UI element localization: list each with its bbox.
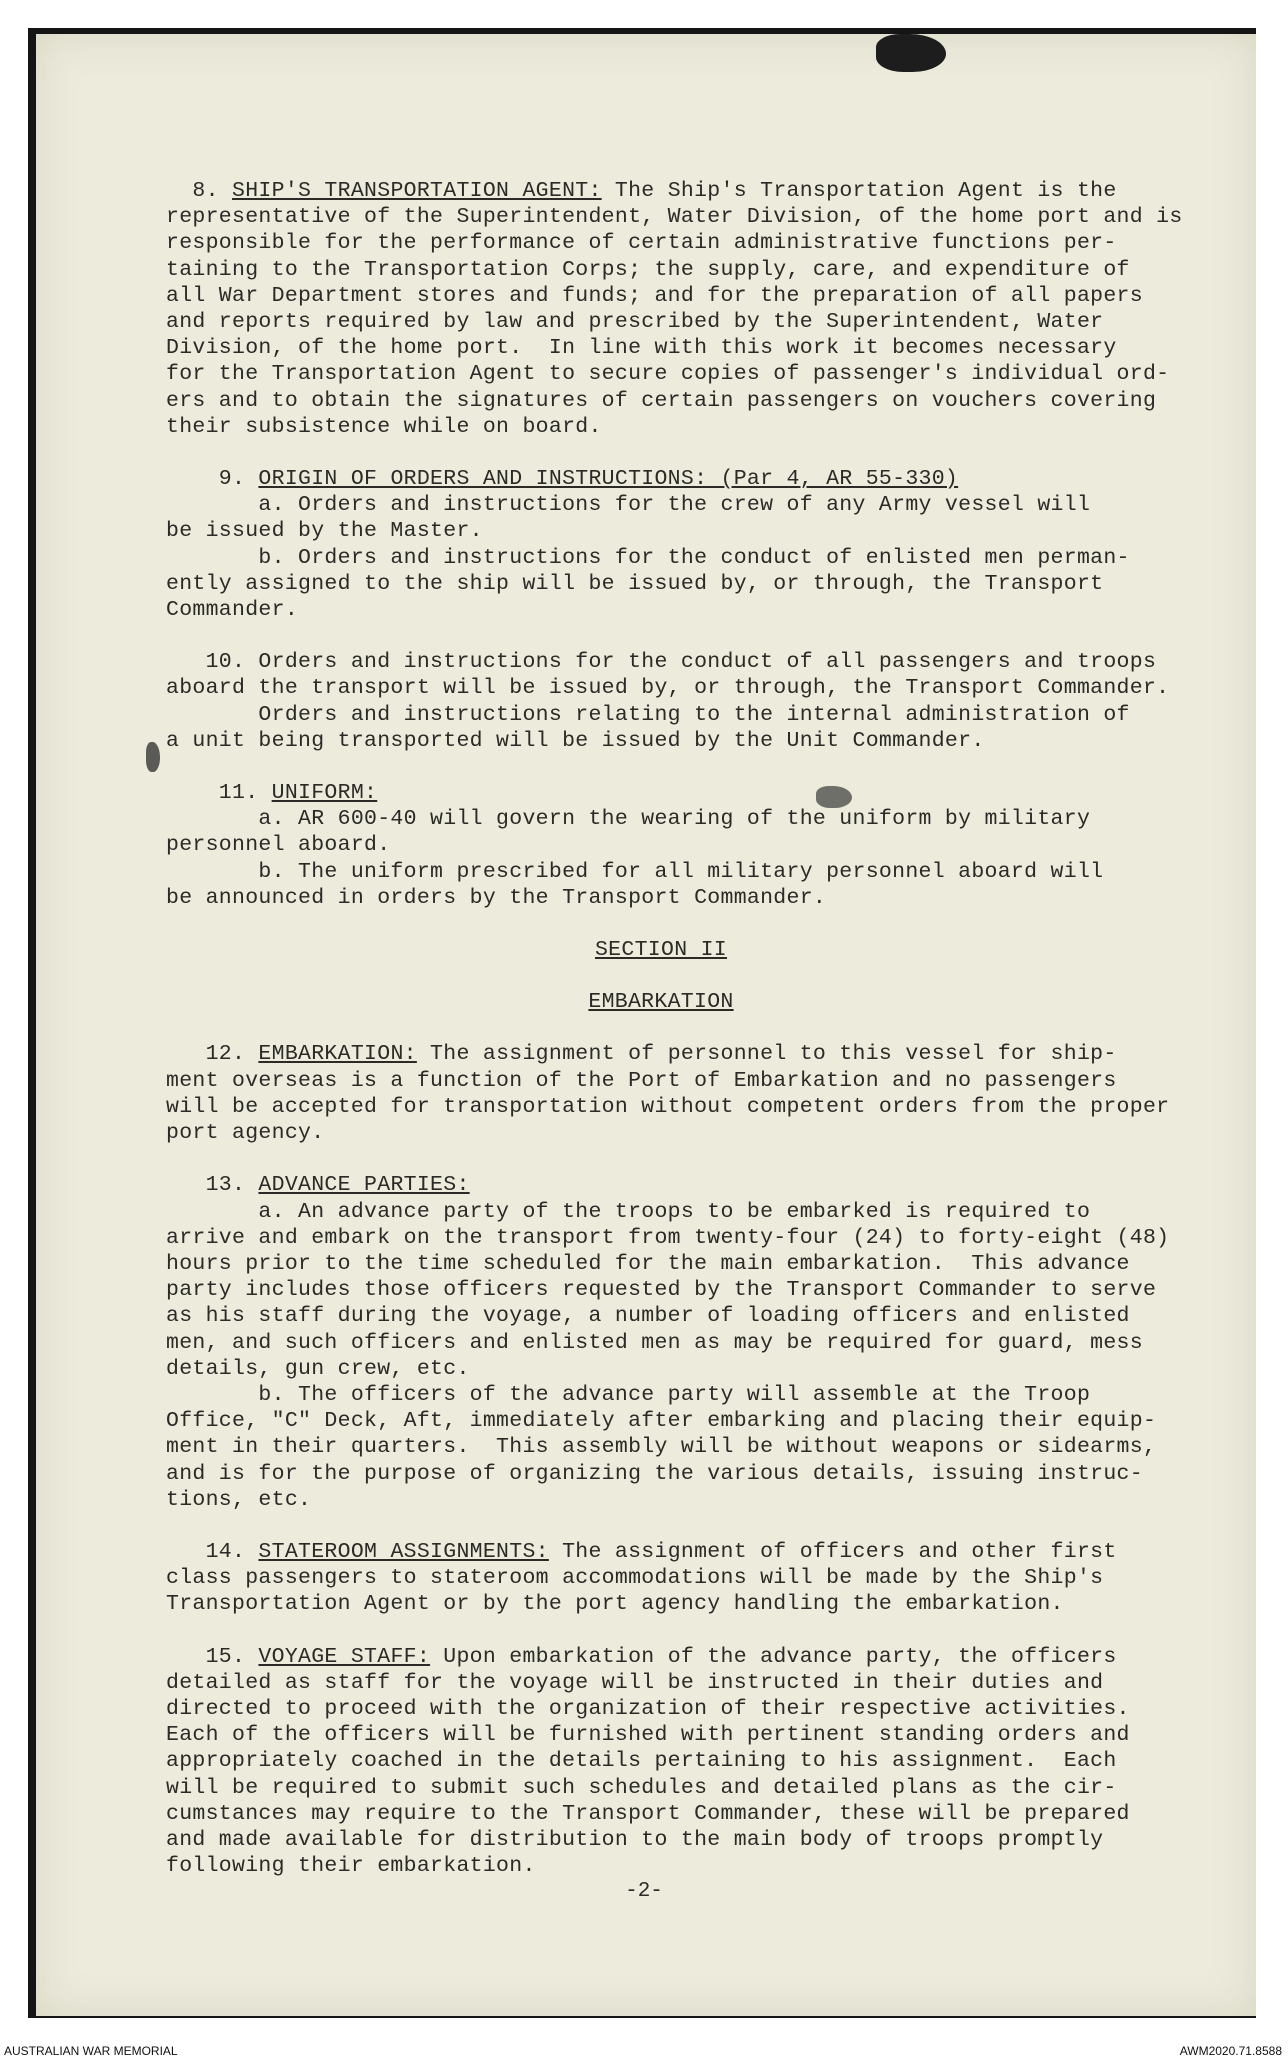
paragraph-first-line (166, 1644, 1156, 1670)
section-title: SECTION II (594, 938, 728, 963)
paragraph-text: 13. (166, 1173, 259, 1198)
paragraph-heading: ORIGIN OF ORDERS AND INSTRUCTIONS: (Par 4, AR 55-330) (258, 467, 959, 492)
paragraph-first-line (166, 466, 1156, 492)
paragraph-line: Transportation Agent or by the port agency handling the embarkation. (166, 1592, 1064, 1617)
paragraph-line: ment overseas is a function of the Port of Embarkation and no passengers (166, 1068, 1117, 1093)
paragraph-line: cumstances may require to the Transport Commander, these will be prepared (166, 1801, 1130, 1826)
document-body (166, 178, 1183, 1905)
page-number: -2- (625, 1880, 663, 1903)
footer-reference: AWM2020.71.8588 (1179, 2044, 1282, 2058)
paragraph-text: 14. (166, 1539, 259, 1564)
paragraph-heading: SHIP'S TRANSPORTATION AGENT: (232, 179, 602, 203)
paragraph-line: Commander. (166, 598, 299, 623)
paragraph-line: for the Transportation Agent to secure copies of passenger's individual ord- (166, 362, 1170, 387)
paragraph-line: hours prior to the time scheduled for the main embarkation. This advance (166, 1251, 1130, 1276)
paragraph-line: will be accepted for transportation without competent orders from the proper (166, 1094, 1170, 1119)
paragraph-heading: STATEROOM ASSIGNMENTS: (258, 1539, 549, 1564)
paragraph-line: be announced in orders by the Transport Commander. (166, 885, 827, 910)
paragraph-line: b. The uniform prescribed for all military personnel aboard will (166, 859, 1104, 884)
paragraph-line: will be required to submit such schedules and detailed plans as the cir- (166, 1775, 1117, 1800)
paragraph-line: Orders and instructions relating to the internal administration of (166, 702, 1130, 727)
paragraph-first-line (166, 649, 1156, 675)
paragraph-line: directed to proceed with the organization of their respective activities. (166, 1696, 1130, 1721)
paragraph-line: party includes those officers requested by the Transport Commander to serve (166, 1278, 1157, 1303)
paragraph-line: as his staff during the voyage, a number of loading officers and enlisted (166, 1304, 1130, 1329)
paragraph-text: Upon embarkation of the advance party, the officers (430, 1644, 1117, 1669)
paragraph-line: be issued by the Master. (166, 519, 483, 544)
paragraph-line: appropriately coached in the details pertaining to his assignment. Each (166, 1749, 1117, 1774)
paragraph-line: their subsistence while on board. (166, 414, 602, 439)
paragraph-line: following their embarkation. (166, 1854, 536, 1879)
paragraph-first-line (166, 1041, 1156, 1067)
paragraph-text: 11. (166, 781, 272, 806)
ink-stain (876, 34, 946, 72)
paragraph-line: men, and such officers and enlisted men as may be required for guard, mess (166, 1330, 1143, 1355)
paragraph-line: and is for the purpose of organizing the various details, issuing instruc- (166, 1461, 1143, 1486)
paragraph-heading: UNIFORM: (271, 781, 378, 806)
paragraph-line: a. Orders and instructions for the crew of any Army vessel will (166, 493, 1091, 518)
paragraph-text: 15. (166, 1644, 259, 1669)
paragraph-line: Each of the officers will be furnished with pertinent standing orders and (166, 1723, 1130, 1748)
paragraph-line: b. Orders and instructions for the conduct of enlisted men perman- (166, 545, 1130, 570)
paragraph-line: all War Department stores and funds; and for the preparation of all papers (166, 283, 1143, 308)
paragraph-line: tions, etc. (166, 1487, 312, 1512)
section-subtitle: EMBARKATION (588, 990, 734, 1015)
paragraph-text: The Ship's Transportation Agent is the (601, 179, 1117, 203)
paragraph-line: personnel aboard. (166, 833, 391, 858)
paragraph-heading: ADVANCE PARTIES: (258, 1173, 470, 1198)
footer (0, 2041, 1288, 2061)
paragraph-heading: VOYAGE STAFF: (258, 1644, 431, 1669)
paragraph-first-line (166, 178, 1156, 204)
paragraph-line: Office, "C" Deck, Aft, immediately after embarking and placing their equip- (166, 1409, 1157, 1434)
paragraph-heading: EMBARKATION: (258, 1042, 417, 1067)
paragraph-first-line (166, 1172, 1156, 1198)
paragraph-text: 8. (166, 179, 233, 203)
paragraph-line: and reports required by law and prescribed by the Superintendent, Water (166, 310, 1104, 335)
paragraph-line: arrive and embark on the transport from twenty-four (24) to forty-eight (48) (166, 1225, 1170, 1250)
paragraph-first-line (166, 1539, 1156, 1565)
footer-source: AUSTRALIAN WAR MEMORIAL (4, 2044, 178, 2058)
paragraph-line: Division, of the home port. In line with this work it becomes necessary (166, 336, 1117, 361)
paragraph-line: responsible for the performance of certain administrative functions per- (166, 231, 1117, 256)
paragraph-line: and made available for distribution to the main body of troops promptly (166, 1827, 1104, 1852)
paragraph-first-line (166, 780, 1156, 806)
paragraph-line: detailed as staff for the voyage will be instructed in their duties and (166, 1670, 1104, 1695)
paragraph-line: a. An advance party of the troops to be embarked is required to (166, 1199, 1091, 1224)
paragraph-text: The assignment of personnel to this vessel for ship- (416, 1042, 1117, 1067)
paragraph-line: aboard the transport will be issued by, or through, the Transport Commander. (166, 676, 1170, 701)
paragraph-line: a unit being transported will be issued by the Unit Commander. (166, 728, 985, 753)
paragraph-line: class passengers to stateroom accommodations will be made by the Ship's (166, 1566, 1104, 1591)
ink-stain (146, 742, 160, 772)
paragraph-line: ment in their quarters. This assembly will be without weapons or sidearms, (166, 1435, 1157, 1460)
paragraph-line: taining to the Transportation Corps; the supply, care, and expenditure of (166, 257, 1130, 282)
paragraph-text: 10. Orders and instructions for the conduct of all passengers and troops (166, 650, 1157, 675)
paragraph-line: representative of the Superintendent, Water Division, of the home port and is (166, 205, 1183, 230)
paragraph-line: a. AR 600-40 will govern the wearing of the uniform by military (166, 807, 1091, 832)
paragraph-line: ently assigned to the ship will be issued by, or through, the Transport (166, 571, 1104, 596)
paragraph-line: b. The officers of the advance party will assemble at the Troop (166, 1382, 1091, 1407)
paragraph-line: ers and to obtain the signatures of certain passengers on vouchers covering (166, 388, 1157, 413)
paragraph-text: 12. (166, 1042, 259, 1067)
paragraph-text: The assignment of officers and other first (548, 1539, 1117, 1564)
paragraph-line: details, gun crew, etc. (166, 1356, 470, 1381)
paragraph-text: 9. (166, 467, 259, 492)
paragraph-line: port agency. (166, 1121, 325, 1146)
